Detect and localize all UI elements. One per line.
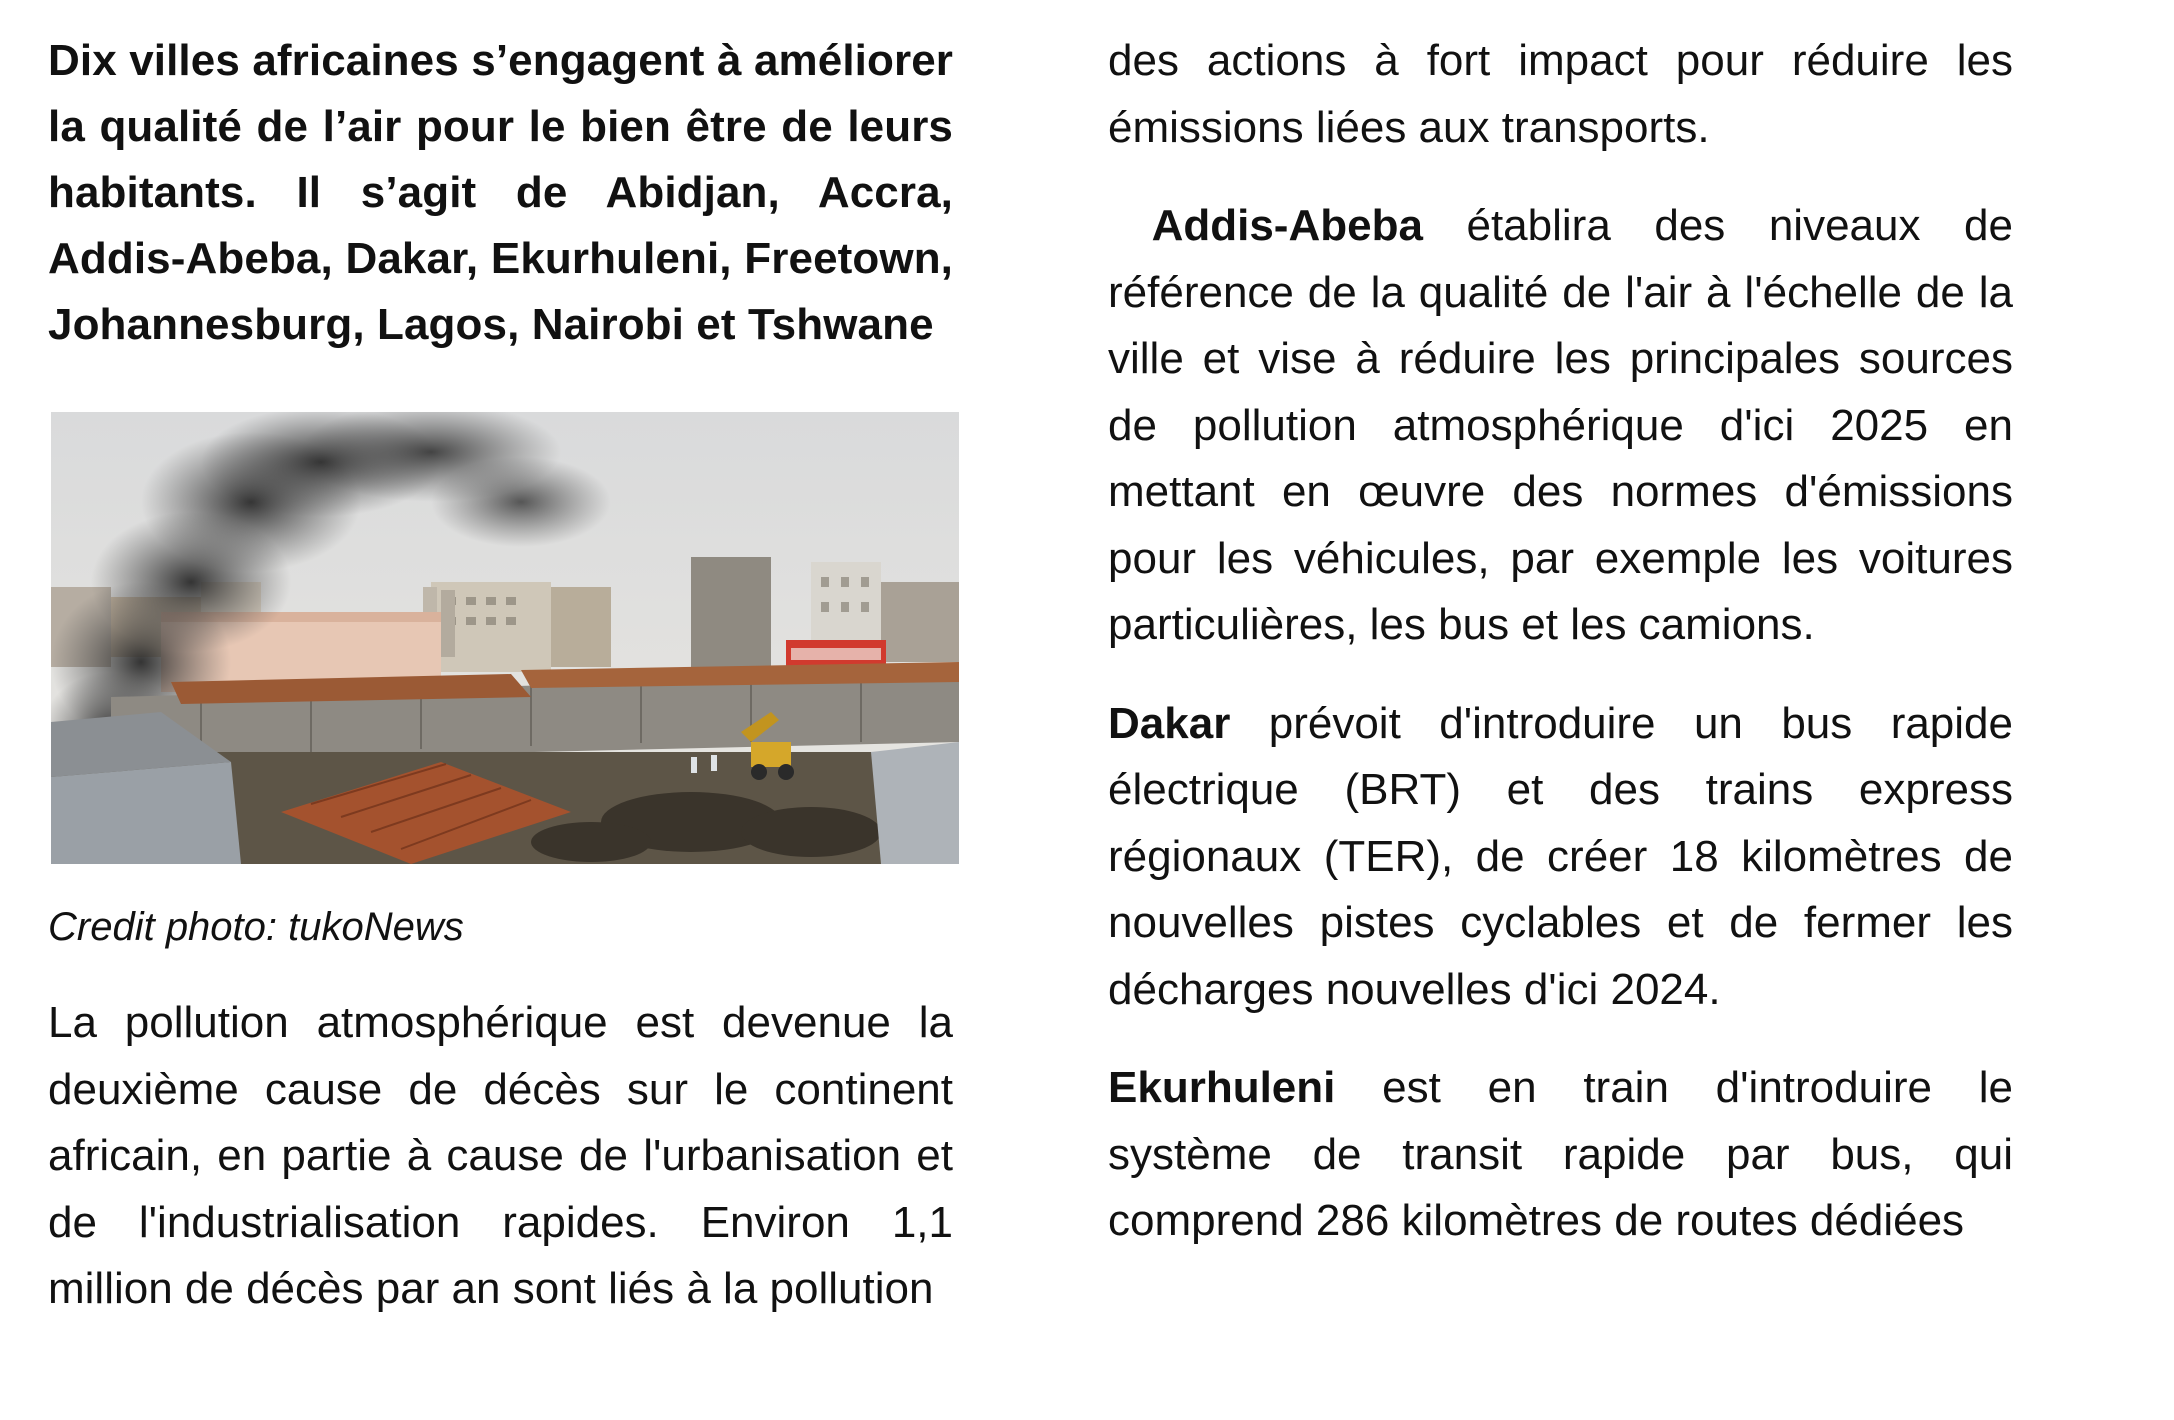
city-paragraph-addis-abeba [1108, 193, 2013, 659]
right-column [1108, 28, 2013, 1255]
city-name-ekurhuleni: Ekurhuleni [1108, 1063, 1336, 1112]
article-photo [51, 412, 959, 864]
city-paragraph-ekurhuleni [1108, 1055, 2013, 1255]
article-lead: Dix villes africaines s’engagent à améliorer la qualité de l’air pour le bien être de leurs habitants. Il s’agit de Abidjan, Accra, Addis-Abeba, Dakar, Ekurhuleni, Freetown, Johannesburg, Lagos, Nairobi et Tshwane [48, 36, 953, 349]
urban-pollution-photo-icon [51, 412, 959, 864]
city-text-ekurhuleni: est en train d'introduire le système de transit rapide par bus, qui comprend 286 kilomètres de routes dédiées [1108, 1063, 2013, 1245]
photo-credit-caption: Credit photo: tukoNews [48, 905, 464, 949]
city-name-addis-abeba: Addis-Abeba [1151, 201, 1423, 250]
city-name-dakar: Dakar [1108, 698, 1231, 748]
city-paragraph-dakar [1108, 691, 2013, 1024]
left-column [48, 28, 953, 1323]
continuation-paragraph: des actions à fort impact pour réduire les émissions liées aux transports. [1108, 36, 2013, 152]
city-text-dakar: prévoit d'introduire un bus rapide électrique (BRT) et des trains express régionaux (TER), de créer 18 kilomètres de nouvelles pistes cyclables et de fermer les décharges nouvelles d'ici 2024. [1108, 698, 2013, 1014]
city-text-addis-abeba: établira des niveaux de référence de la qualité de l'air à l'échelle de la ville et vise à réduire les principales sources de pollution atmosphérique d'ici 2025 en mettant en œuvre des normes d'émissions pour les véhicules, par exemple les voitures particulières, les bus et les camions. [1108, 201, 2013, 649]
intro-paragraph: La pollution atmosphérique est devenue la deuxième cause de décès sur le continent africain, en partie à cause de l'urbanisation et de l'industrialisation rapides. Environ 1,1 million de décès par an sont liés à la pollution [48, 998, 953, 1313]
